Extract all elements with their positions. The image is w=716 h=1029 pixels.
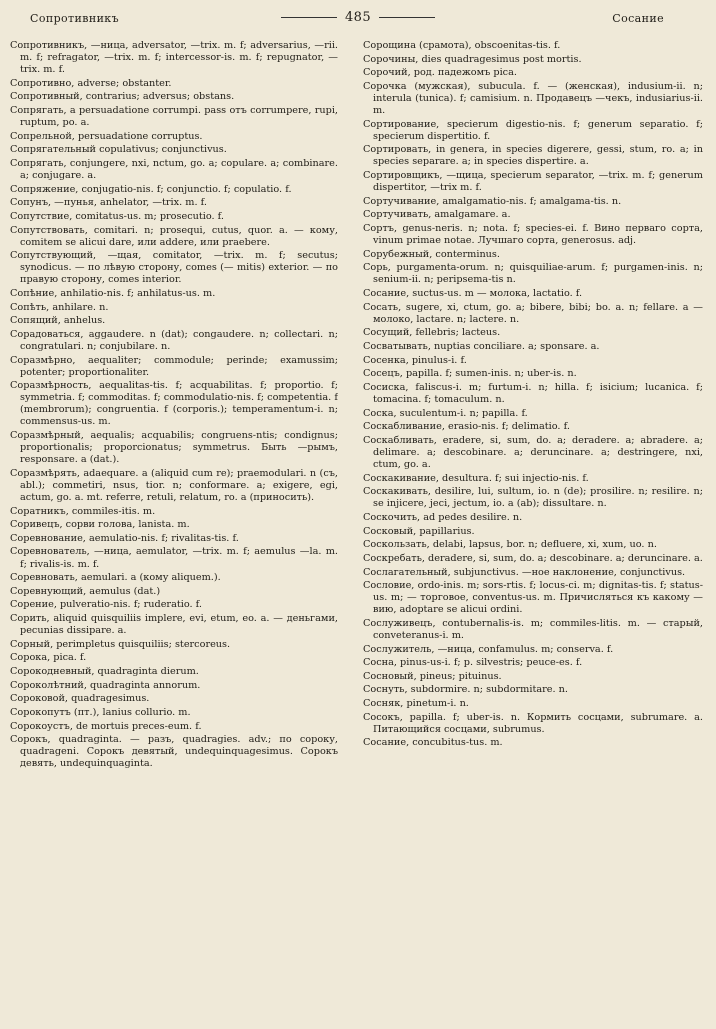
dictionary-entry: Сопящий, anhelus. (10, 315, 106, 327)
dictionary-entry: Соревнователь, —ница, aemulator, —trix. m. f; aemulus —la. m. f; rivalis-is. m. f. (10, 546, 338, 570)
dictionary-entry: Сорадоваться, aggaudere. n (dat); congaudere. n; collectari. n; congratulari. n; conjubilare. n. (10, 328, 338, 352)
dictionary-entry: Сосновый, pineus; pituinus. (363, 670, 502, 682)
dictionary-entry: Соскочить, ad pedes desilire. n. (363, 511, 523, 523)
dictionary-entry: Соревнование, aemulatio-nis. f; rivalitas-tis. f. (10, 532, 239, 544)
dictionary-entry: Сопрягательный copulativus; conjunctivus. (10, 144, 227, 156)
dictionary-entry: Сопрельной, persuadatione corruptus. (10, 130, 203, 142)
dictionary-entry: Сопунъ, —пунья, anhelator, —trix. m. f. (10, 197, 207, 209)
dictionary-entry: Сорокоустъ, de mortuis preces-eum. f. (10, 720, 202, 732)
dictionary-entry: Сосватывать, nuptias conciliare. a; sponsare. a. (363, 340, 600, 352)
dictionary-entry: Сослуживецъ, contubernalis-is. m; commiles-litis. m. — старый, conveteranus-i. m. (363, 617, 703, 641)
dictionary-entry: Сорубежный, conterminus. (363, 248, 500, 260)
dictionary-entry: Соскакивать, desilire, lui, sultum, io. n (de); prosilire. n; resilire. n; se injicere, jeci, jectum, io. a (ab); dissultare. n. (363, 486, 703, 510)
dictionary-entry: Соривецъ, сорви голова, lanista. m. (10, 519, 190, 531)
dictionary-entry: Соразмѣрно, aequaliter; commodule; perinde; examussim; potenter; proportionaliter. (10, 354, 338, 378)
dictionary-entry: Сорока, pica. f. (10, 652, 87, 664)
dictionary-entry: Сосковый, papillarius. (363, 525, 475, 537)
dictionary-entry: Сосецъ, papilla. f; sumen-inis. n; uber-is. n. (363, 368, 577, 380)
dictionary-entry: Сослагательный, subjunctivus. —ное наклонение, conjunctivus. (363, 566, 686, 578)
dictionary-entry: Сортировать, in genera, in species digerere, gessi, stum, ro. a; in species separare. a; in species dispertire. a. (363, 144, 703, 168)
dictionary-entry: Сосание, concubitus-tus. m. (363, 737, 503, 749)
dictionary-entry: Соразмѣрять, adaequare. a (aliquid cum re); praemodulari. n (съ, abl.); commetiri, nsus, tior. n; conformare. a; exigere, egi, actum, go. a. mt. referre, retuli, relatum, ro. a (приносить). (10, 467, 338, 503)
dictionary-entry: Сопутствовать, comitari. n; prosequi, cutus, quor. a. — кому, comitem se alicui dare, или addere, или praebere. (10, 224, 338, 248)
dictionary-entry: Соска, suculentum-i. n; papilla. f. (363, 407, 528, 419)
dictionary-entry: Сорение, pulveratio-nis. f; ruderatio. f. (10, 599, 202, 611)
dictionary-entry: Сопѣние, anhilatio-nis. f; anhilatus-us. m. (10, 288, 216, 300)
dictionary-entry: Сопротивный, contrarius; adversus; obstans. (10, 91, 235, 103)
dictionary-entry: Соратникъ, commiles-itis. m. (10, 505, 156, 517)
dictionary-entry: Сорить, aliquid quisquiliis implere, evi, etum, eo. a. — деньгами, pecunias dissipare. a. (10, 613, 338, 637)
dictionary-entry: Сорочка (мужская), subucula. f. — (женская), indusium-ii. n; interula (tunica). f; camisium. n. Продавецъ —чекъ, indusiarius-ii. m. (363, 80, 703, 117)
dictionary-entry: Сортирование, specierum digestio-nis. f; generum separatio. f; specierum dispertitio. f. (363, 118, 703, 142)
page-number: 485 (344, 10, 371, 25)
dictionary-entry: Сортучивание, amalgamatio-nis. f; amalgama-tis. n. (363, 195, 622, 207)
header-right-word: Сосание (612, 12, 664, 25)
dictionary-entry: Сосать, sugere, xi, ctum, go. a; bibere, bibi; bo. a. n; fellare. a — молоко, lactare. n; lactere. n. (363, 301, 703, 325)
dictionary-entry: Соскакивание, desultura. f; sui injectio-nis. f. (363, 472, 589, 484)
dictionary-entry: Сосиска, faliscus-i. m; furtum-i. n; hilla. f; isicium; lucanica. f; tomacina. f; tomaculum. n. (363, 381, 703, 405)
dictionary-entry: Соскабливание, erasio-nis. f; delimatio. f. (363, 421, 570, 433)
dictionary-entry: Соскабливать, eradere, si, sum, do. a; deradere. a; abradere. a; delimare. a; descobinare. a; deruncinare. a; destringere, nxi, ctum, go. a. (363, 434, 703, 470)
dictionary-entry: Сорь, purgamenta-orum. n; quisquiliae-arum. f; purgamen-inis. n; senium-ii. n; peripsema-tis n. (363, 262, 703, 286)
dictionary-entry: Сортучивать, amalgamare. a. (363, 209, 511, 221)
dictionary-entry: Сортъ, genus-neris. n; nota. f; species-ei. f. Вино перваго сорта, vinum primae notae. Лучшаго сорта, generosus. adj. (363, 223, 703, 247)
page-header (22, 10, 694, 28)
header-rule-left (281, 17, 337, 18)
dictionary-entry: Сопротивно, adverse; obstanter. (10, 77, 172, 89)
dictionary-entry: Сопрягать, conjungere, nxi, nctum, go. a; copulare. a; combinare. a; conjugare. a. (10, 157, 338, 182)
dictionary-entry: Сосняк, pinetum-i. n. (363, 698, 469, 710)
header-left-word: Сопротивникъ (30, 12, 119, 25)
dictionary-entry: Сосание, suctus-us. m — молока, lactatio. f. (363, 288, 583, 300)
dictionary-entry: Сопряжение, conjugatio-nis. f; conjunctio. f; copulatio. f. (10, 183, 292, 195)
dictionary-entry: Соревнующий, aemulus (dat.) (10, 585, 161, 597)
dictionary-entry: Сорокодневный, quadraginta dierum. (10, 666, 199, 678)
dictionary-entry: Соскребать, deradere, si, sum, do. a; descobinare. a; deruncinare. a. (363, 552, 703, 564)
dictionary-entry: Сортировщикъ, —щица, specierum separator, —trix. m. f; generum dispertitor, —trix m. f. (363, 170, 703, 194)
dictionary-entry: Сороковой, quadragesimus. (10, 693, 150, 705)
dictionary-entry: Сопѣть, anhilare. n. (10, 301, 109, 313)
dictionary-entry: Соразмѣрный, aequalis; acquabilis; congruens-ntis; condignus; proportionalis; proporcionatus; symmetrus. Быть —рымъ, responsare. a (dat.). (10, 430, 338, 466)
dictionary-entry: Соскользать, delabi, lapsus, bor. n; defluere, xi, xum, uo. n. (363, 539, 657, 551)
dictionary-entry: Сосущий, fellebris; lacteus. (363, 327, 501, 339)
dictionary-entry: Сопутствующий, —щая, comitator, —trix. m. f; secutus; synodicus. — по лѣвую сторону, comes (— mitis) exterior. — по правую сторону, comes interior. (10, 250, 338, 286)
dictionary-entry: Сопрягать, a persuadatione corrumpi. pass отъ corrumpere, rupi, ruptum, po. a. (10, 105, 338, 129)
dictionary-entry: Сорощина (срамота), obscoenitas-tis. f. (363, 40, 561, 51)
dictionary-entry: Сослужитель, —ница, confamulus. m; conserva. f. (363, 643, 614, 655)
dictionary-entry: Сосенка, pinulus-i. f. (363, 354, 467, 366)
dictionary-entry: Сопутствие, comitatus-us. m; prosecutio. f. (10, 210, 224, 222)
dictionary-entry: Сопротивникъ, —ница, adversator, —trix. m. f; adversarius, —rii. m. f; refragator, —trix. m. f; intercessor-is. m. f; repugnator, —trix. m. f. (10, 40, 338, 76)
header-rule-right (379, 17, 435, 18)
dictionary-entry: Соревновать, aemulari. a (кому aliquem.). (10, 572, 221, 584)
dictionary-entry: Сословие, ordo-inis. m; sors-rtis. f; locus-ci. m; dignitas-tis. f; status-us. m; — торговое, conventus-us. m. Причисляться къ какому —вию, adoptare se alicui ordini. (363, 580, 703, 616)
dictionary-entry: Сорочины, dies quadragesimus post mortis. (363, 53, 582, 65)
left-column (10, 40, 338, 1025)
dictionary-entry: Сорочий, род. падежомъ pica. (363, 67, 517, 79)
dictionary-entry: Сороколѣтний, quadraginta annorum. (10, 679, 201, 691)
dictionary-entry: Сорокопутъ (пт.), lanius collurio. m. (10, 706, 191, 718)
page-number-block (22, 10, 694, 25)
dictionary-entry: Сорокъ, quadraginta. — разъ, quadragies. adv.; по сороку, quadrageni. Сорокъ девятый, undequinquagesimus. Сорокъ девять, undequinquaginta. (10, 734, 338, 770)
dictionary-entry: Соснуть, subdormire. n; subdormitare. n. (363, 684, 568, 696)
dictionary-entry: Сосокъ, papilla. f; uber-is. n. Кормить сосцами, subrumare. a. Питающийся сосцами, subrumus. (363, 711, 703, 735)
right-column (363, 40, 703, 1025)
dictionary-entry: Сосна, pinus-us-i. f; p. silvestris; peuce-es. f. (363, 657, 583, 669)
dictionary-entry: Сорный, perimpletus quisquiliis; stercoreus. (10, 638, 231, 650)
dictionary-entry: Соразмѣрность, aequalitas-tis. f; acquabilitas. f; proportio. f; symmetria. f; commoditas. f; commodulatio-nis. f; competentia. f (membrorum); congruentia. f (corporis.); temperamentum-i. n; commensus-us. m. (10, 380, 338, 428)
